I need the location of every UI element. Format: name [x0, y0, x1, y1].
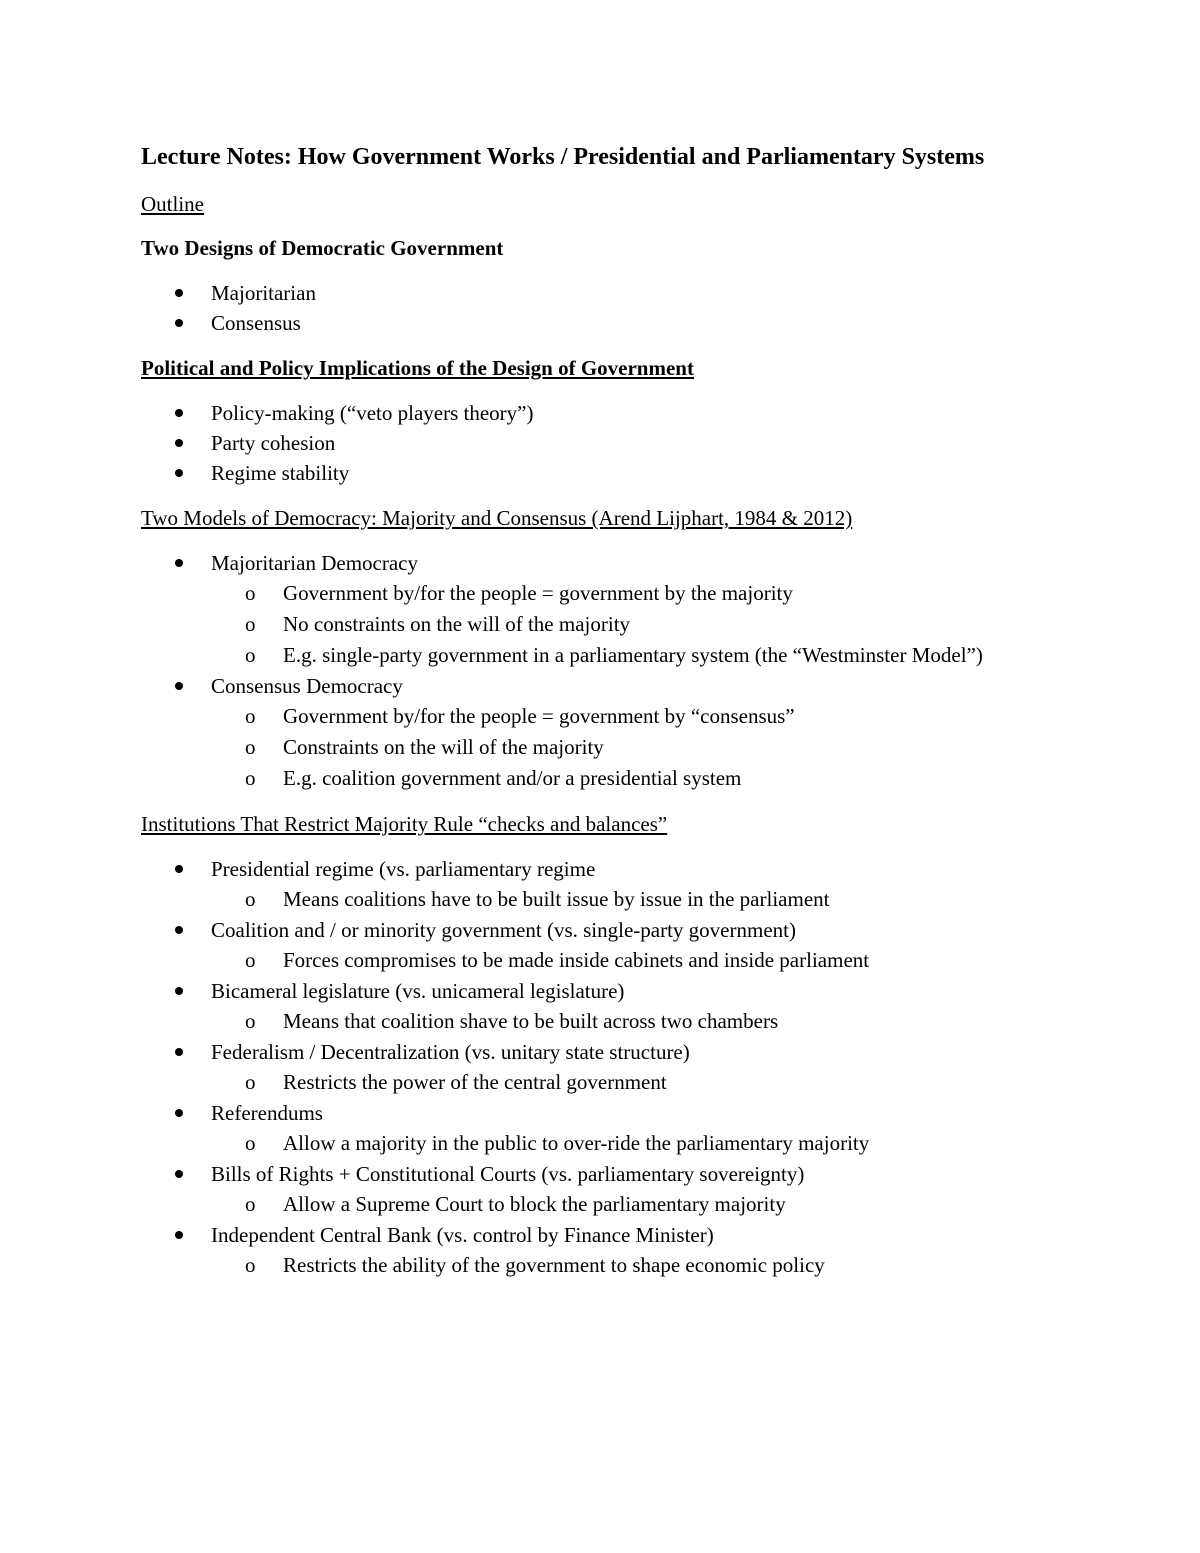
bullet-icon	[175, 865, 183, 873]
list-item: Bicameral legislature (vs. unicameral legislature) o Means that coalition shave to be built across two chambers	[141, 976, 1021, 1037]
sub-list-item: o No constraints on the will of the majority	[211, 609, 1021, 640]
sub-list	[211, 945, 1021, 976]
circle-bullet-icon: o	[245, 1009, 256, 1033]
bullet-icon	[175, 1170, 183, 1178]
list-implications	[141, 398, 1021, 488]
circle-bullet-icon: o	[245, 1131, 256, 1155]
list-item: Policy-making (“veto players theory”)	[141, 398, 1021, 428]
document-page	[141, 140, 1021, 1297]
bullet-icon	[175, 559, 183, 567]
sub-list	[211, 1067, 1021, 1098]
sub-list	[211, 884, 1021, 915]
bullet-icon	[175, 987, 183, 995]
bullet-icon	[175, 1048, 183, 1056]
list-item: Majoritarian	[141, 278, 1021, 308]
circle-bullet-icon: o	[245, 643, 256, 667]
list-models	[141, 548, 1021, 794]
sub-list	[211, 578, 1021, 671]
sub-list-item: o Constraints on the will of the majority	[211, 732, 1021, 763]
sub-list-item: o Allow a Supreme Court to block the parliamentary majority	[211, 1189, 1021, 1220]
list-item: Consensus	[141, 308, 1021, 338]
bullet-icon	[175, 1109, 183, 1117]
sub-list-item: o Means that coalition shave to be built across two chambers	[211, 1006, 1021, 1037]
circle-bullet-icon: o	[245, 766, 256, 790]
list-item: Coalition and / or minority government (vs. single-party government) o Forces compromises to be made inside cabinets and inside parliament	[141, 915, 1021, 976]
section-heading-institutions: Institutions That Restrict Majority Rule “checks and balances”	[141, 812, 668, 836]
list-item: Party cohesion	[141, 428, 1021, 458]
bullet-icon	[175, 319, 183, 327]
sub-list	[211, 1189, 1021, 1220]
circle-bullet-icon: o	[245, 1192, 256, 1216]
list-item: Regime stability	[141, 458, 1021, 488]
sub-list	[211, 1006, 1021, 1037]
list-institutions	[141, 854, 1021, 1281]
bullet-icon	[175, 469, 183, 477]
circle-bullet-icon: o	[245, 581, 256, 605]
page-title: Lecture Notes: How Government Works / Presidential and Parliamentary Systems	[141, 144, 985, 170]
sub-list	[211, 1128, 1021, 1159]
bullet-icon	[175, 682, 183, 690]
circle-bullet-icon: o	[245, 1253, 256, 1277]
list-item: Bills of Rights + Constitutional Courts (vs. parliamentary sovereignty) o Allow a Supreme Court to block the parliamentary majority	[141, 1159, 1021, 1220]
sub-list-item: o Government by/for the people = government by “consensus”	[211, 701, 1021, 732]
circle-bullet-icon: o	[245, 704, 256, 728]
list-designs	[141, 278, 1021, 338]
sub-list-item: o Government by/for the people = government by the majority	[211, 578, 1021, 609]
list-item: Majoritarian Democracy o Government by/for the people = government by the majority o No constraints on the will of the majority o E.g. single-party government in a parliamentary system (the “Westminster Model”)	[141, 548, 1021, 671]
list-item: Referendums o Allow a majority in the public to over-ride the parliamentary majority	[141, 1098, 1021, 1159]
sub-list-item: o Restricts the ability of the government to shape economic policy	[211, 1250, 1021, 1281]
sub-list-item: o Allow a majority in the public to over-ride the parliamentary majority	[211, 1128, 1021, 1159]
sub-list-item: o E.g. coalition government and/or a presidential system	[211, 763, 1021, 794]
outline-heading: Outline	[141, 192, 204, 216]
bullet-icon	[175, 409, 183, 417]
bullet-icon	[175, 439, 183, 447]
circle-bullet-icon: o	[245, 887, 256, 911]
section-heading-designs: Two Designs of Democratic Government	[141, 236, 504, 260]
sub-list-item: o Forces compromises to be made inside cabinets and inside parliament	[211, 945, 1021, 976]
circle-bullet-icon: o	[245, 1070, 256, 1094]
list-item: Consensus Democracy o Government by/for the people = government by “consensus” o Constraints on the will of the majority o E.g. coalition government and/or a presidential system	[141, 671, 1021, 794]
sub-list	[211, 1250, 1021, 1281]
sub-list-item: o Means coalitions have to be built issue by issue in the parliament	[211, 884, 1021, 915]
circle-bullet-icon: o	[245, 948, 256, 972]
bullet-icon	[175, 926, 183, 934]
sub-list-item: o E.g. single-party government in a parliamentary system (the “Westminster Model”)	[211, 640, 1021, 671]
section-heading-models: Two Models of Democracy: Majority and Consensus (Arend Lijphart, 1984 & 2012)	[141, 506, 853, 530]
section-heading-implications: Political and Policy Implications of the Design of Government	[141, 356, 694, 380]
list-item: Presidential regime (vs. parliamentary regime o Means coalitions have to be built issue by issue in the parliament	[141, 854, 1021, 915]
circle-bullet-icon: o	[245, 735, 256, 759]
sub-list-item: o Restricts the power of the central government	[211, 1067, 1021, 1098]
list-item: Federalism / Decentralization (vs. unitary state structure) o Restricts the power of the central government	[141, 1037, 1021, 1098]
bullet-icon	[175, 1231, 183, 1239]
circle-bullet-icon: o	[245, 612, 256, 636]
list-item: Independent Central Bank (vs. control by Finance Minister) o Restricts the ability of the government to shape economic policy	[141, 1220, 1021, 1281]
sub-list	[211, 701, 1021, 794]
bullet-icon	[175, 289, 183, 297]
